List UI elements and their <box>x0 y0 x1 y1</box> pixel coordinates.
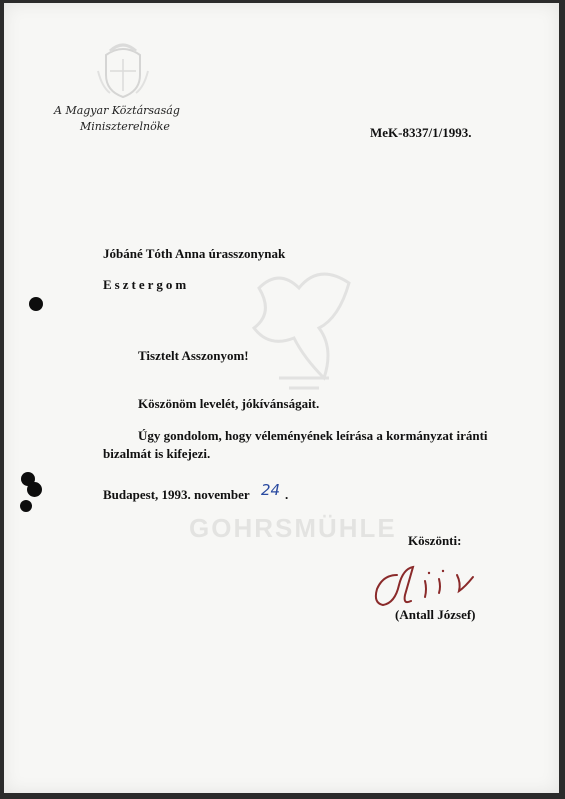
salutation: Tisztelt Asszonyom! <box>138 348 249 363</box>
bird-watermark-icon <box>239 258 369 398</box>
signer-name: (Antall József) <box>395 607 476 622</box>
body-paragraph-1: Köszönöm levelét, jókívánságait. <box>138 396 320 411</box>
reference-number: MeK-8337/1/1993. <box>370 125 472 140</box>
coat-of-arms-emboss-icon <box>96 41 150 99</box>
addressee: Jóbáné Tóth Anna úrasszonynak <box>103 246 286 261</box>
punch-hole <box>27 482 42 497</box>
closing: Köszönti: <box>408 533 462 548</box>
letterhead-line-2: Miniszterelnöke <box>80 120 170 133</box>
date-line: Budapest, 1993. november <box>103 487 250 502</box>
letterhead <box>54 103 180 135</box>
body-paragraph-2: Úgy gondolom, hogy véleményének leírása a kormányzat iránti bizalmát is kifejezi. <box>103 428 488 461</box>
punch-hole <box>20 500 32 512</box>
punch-hole <box>29 297 43 311</box>
paper-watermark: GOHRSMÜHLE <box>189 513 397 543</box>
addressee-city: Esztergom <box>103 277 190 292</box>
handwritten-day: 24 <box>261 481 281 499</box>
date-suffix: . <box>285 487 289 502</box>
letterhead-line-1: A Magyar Köztársaság <box>54 104 180 117</box>
letter-page <box>4 3 559 793</box>
